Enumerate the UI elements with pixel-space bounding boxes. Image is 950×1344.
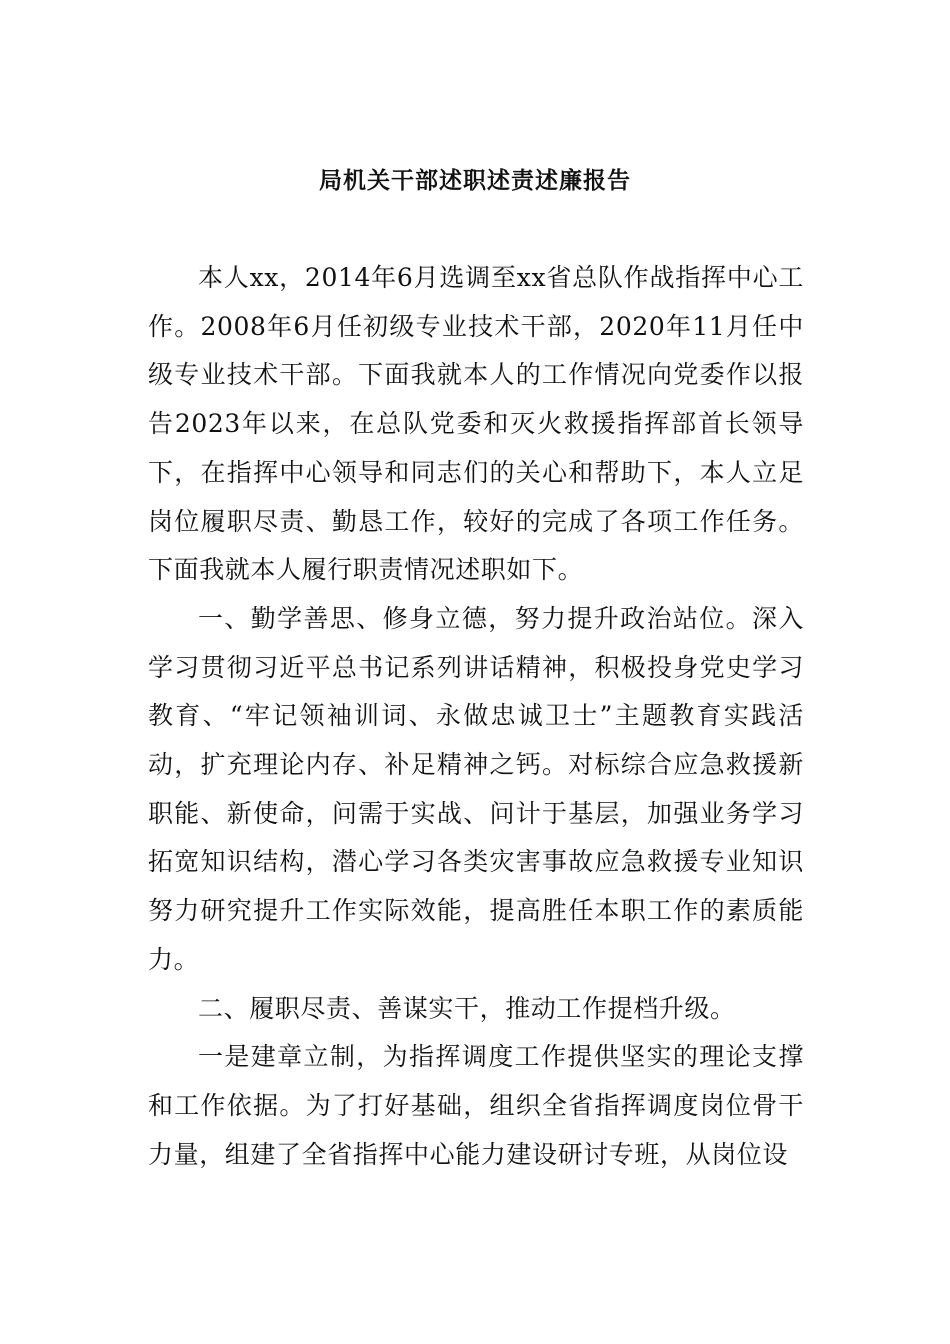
paragraph-section-1: 一、勤学善思、修身立德，努力提升政治站位。深入学习贯彻习近平总书记系列讲话精神，积极投身党史学习教育、“牢记领袖训词、永做忠诚卫士”主题教育实践活动，扩充理论内存、补足精神之钙。对标综合应急救援新职能、新使命，问需于实战、问计于基层，加强业务学习拓宽知识结构，潜心学习各类灾害事故应急救援专业知识努力研究提升工作实际效能，提高胜任本职工作的素质能力。 [148, 603, 804, 974]
paragraph-section-2-item-1: 一是建章立制，为指挥调度工作提供坚实的理论支撑和工作依据。为了打好基础，组织全省指挥调度岗位骨干力量，组建了全省指挥中心能力建设研讨专班，从岗位设 [148, 1042, 804, 1169]
paragraph-section-2-heading: 二、履职尽责、善谋实干，推动工作提档升级。 [198, 993, 736, 1023]
document-title: 局机关干部述职述责述廉报告 [319, 167, 631, 194]
document-body [148, 254, 804, 1179]
paragraph-intro: 本人xx，2014年6月选调至xx省总队作战指挥中心工作。2008年6月任初级专业技术干部，2020年11月任中级专业技术干部。下面我就本人的工作情况向党委作以报告2023年以来，在总队党委和灭火救援指挥部首长领导下，在指挥中心领导和同志们的关心和帮助下，本人立足岗位履职尽责、勤恳工作，较好的完成了各项工作任务。下面我就本人履行职责情况述职如下。 [148, 263, 804, 585]
